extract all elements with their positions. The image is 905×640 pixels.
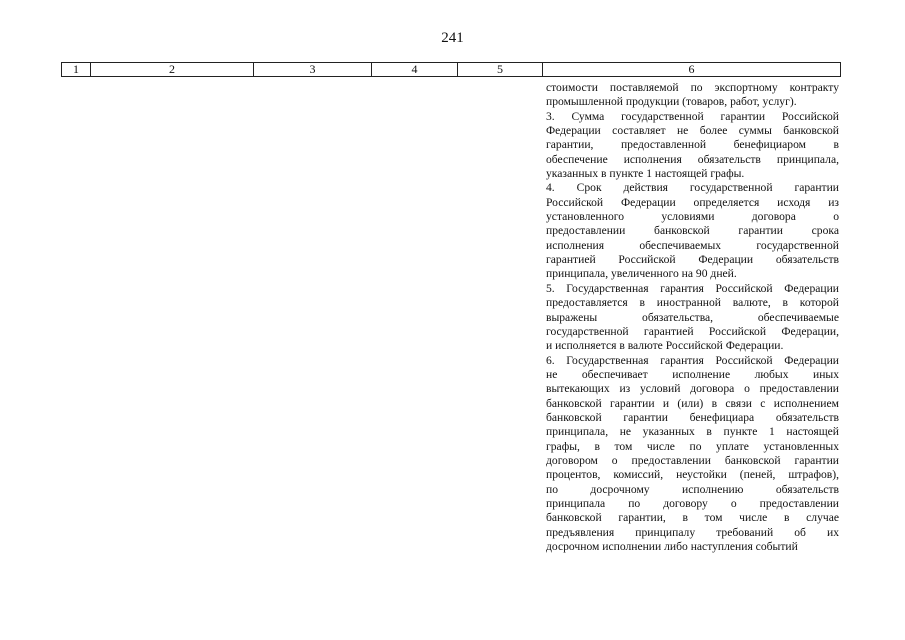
text-line: банковской гарантии бенефициара обязательств [546,410,839,424]
text-line: банковской гарантии, в том числе в случае [546,511,839,525]
column-header-6: 6 [543,63,841,77]
paragraph [546,354,839,555]
text-line: Федерации составляет не более суммы банковской [546,124,839,138]
page-number: 241 [441,30,464,46]
text-line: предоставлении банковской гарантии срока [546,224,839,238]
text-line: 3. Сумма государственной гарантии Российской [546,109,839,123]
paragraph [546,110,839,182]
text-line: и исполняется в валюте Российской Федерации. [546,339,784,353]
text-line: банковской гарантии и (или) в связи с исполнением [546,396,839,410]
column-header-row [61,62,841,77]
text-line: выражены обязательства, обеспечиваемые [546,310,839,324]
text-line: графы, в том числе по уплате установленных [546,439,839,453]
paragraph [546,282,839,354]
text-line: установленного условиями договора о [546,210,839,224]
column-header-1: 1 [62,63,91,77]
text-line: гарантии, предоставленной бенефициаром в [546,138,839,152]
text-line: принципала по договору о предоставлении [546,496,839,510]
text-line: предъявления принципалу требований об их [546,525,839,539]
column-6-text [546,81,839,554]
text-line: гарантией Российской Федерации обязательств [546,253,839,267]
text-line: 6. Государственная гарантия Российской Федерации [546,353,839,367]
text-line: вытекающих из условий договора о предоставлении [546,382,839,396]
text-line: не обеспечивает исполнение любых иных [546,367,839,381]
text-line: договором о предоставлении банковской гарантии [546,453,839,467]
text-line: Российской Федерации определяется исходя из [546,195,839,209]
column-header-2: 2 [91,63,254,77]
column-header-4: 4 [372,63,458,77]
paragraph [546,181,839,281]
column-header-5: 5 [458,63,543,77]
text-line: государственной гарантией Российской Федерации, [546,324,839,338]
text-line: исполнения обеспечиваемых государственной [546,238,839,252]
text-line: стоимости поставляемой по экспортному контракту [546,81,839,94]
paragraph [546,81,839,110]
text-line: досрочном исполнении либо наступления событий [546,540,798,553]
text-line: обеспечение исполнения обязательств принципала, [546,152,839,166]
text-line: процентов, комиссий, неустойки (пеней, штрафов), [546,468,839,482]
text-line: промышленной продукции (товаров, работ, услуг). [546,95,797,109]
text-line: принципала, не указанных в пункте 1 настоящей [546,425,839,439]
text-line: 5. Государственная гарантия Российской Федерации [546,281,839,295]
text-line: принципала, увеличенного на 90 дней. [546,267,737,281]
text-line: предоставляется в иностранной валюте, в которой [546,296,839,310]
text-line: указанных в пункте 1 настоящей графы. [546,167,745,181]
text-line: 4. Срок действия государственной гарантии [546,181,839,195]
column-header-3: 3 [254,63,372,77]
text-line: по досрочному исполнению обязательств [546,482,839,496]
